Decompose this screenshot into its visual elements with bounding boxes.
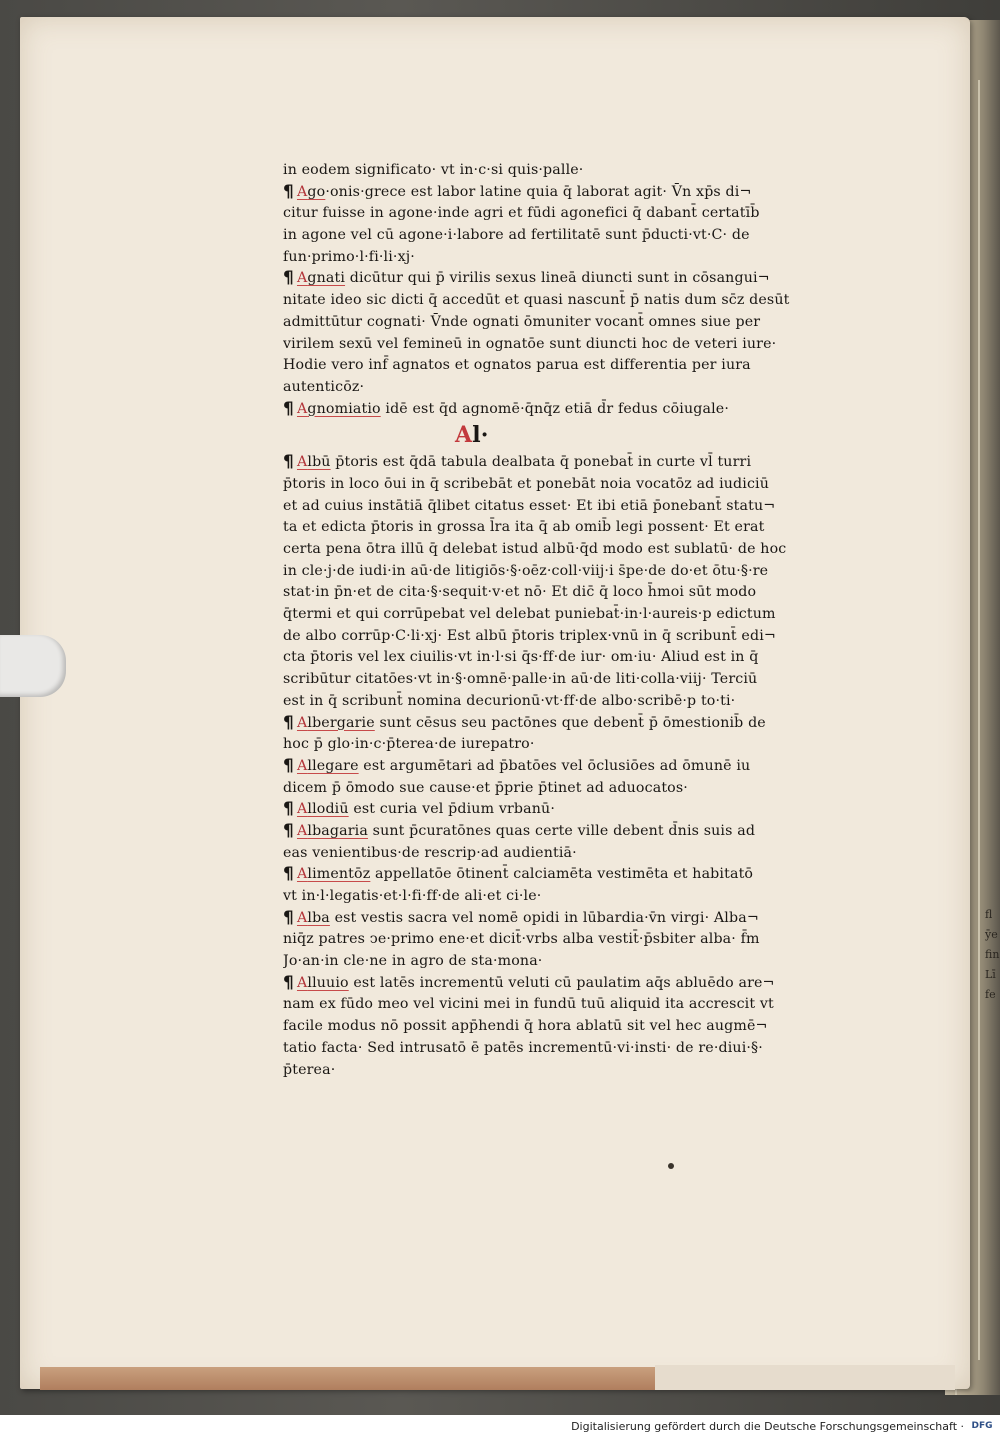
entry-headword (297, 975, 349, 991)
entry-text: est vestis sacra vel nomē opidi in lūbardia·v̄n virgi· Alba¬ (329, 909, 759, 926)
entry-first-line (283, 399, 873, 421)
headword-rest: llodiū (307, 801, 349, 818)
entry-text: est latēs incrementū veluti cū paulatim aq̄s abluēdo are¬ (348, 974, 775, 991)
entry-line: scribūtur citatōes·vt in·§·omnē·palle·in aū·de liti·colla·viij· Terciū (283, 671, 758, 688)
paper-speck (668, 1163, 674, 1169)
headword-rest: gnati (307, 270, 346, 287)
entry-line: Jo·an·in cle·ne in agro de sta·mona· (283, 953, 543, 970)
entry-first-line (283, 821, 873, 843)
entry-text: sunt cēsus seu pactōnes que debent̄ p̄ ōmestionib̄ de (374, 714, 766, 731)
rubricated-initial: A (296, 909, 308, 926)
entry-line: ta et edicta p̄toris in grossa l̄ra ita q̄ ab omib̄ legi possent· Et erat (283, 519, 765, 536)
footer-bar (0, 1415, 1000, 1437)
page-clip (0, 635, 66, 697)
paragraph-mark-icon: ¶ (283, 712, 294, 733)
paragraph-mark-icon: ¶ (283, 820, 294, 841)
funding-credit: Digitalisierung gefördert durch die Deutsche Forschungsgemeinschaft · (571, 1420, 964, 1433)
entry-line: citur fuisse in agone·inde agri et fūdi agonefici q̄ dabant̄ certatīb̄ (283, 205, 760, 222)
rubricated-initial: A (296, 454, 308, 471)
entry-first-line (283, 452, 873, 474)
rubricated-initial: A (296, 270, 308, 287)
headword-rest: lluuio (307, 974, 349, 991)
entry-line: Hodie vero inf̄ agnatos et ognatos parua est differentia per iura (283, 357, 751, 374)
entry-headword (297, 866, 370, 882)
paragraph-mark-icon: ¶ (283, 755, 294, 776)
headword-rest: lbergarie (307, 714, 375, 731)
rubricated-initial: A (296, 757, 308, 774)
rubricated-initial: A (296, 801, 308, 818)
entry-line: autenticōz· (283, 378, 365, 395)
entry-line: facile modus nō possit app̄hendi q̄ hora ablatū sit vel hec augmē¬ (283, 1018, 768, 1035)
edge-glyph: fin (985, 948, 1000, 961)
entry-line: eas venientibus·de rescrip·ad audientiā· (283, 844, 577, 861)
paragraph-mark-icon: ¶ (283, 268, 294, 289)
entry-first-line (283, 268, 873, 290)
binding-board (40, 1367, 660, 1390)
entry-line: stat·in p̄n·et de cita·§·sequit·v·et nō· Et dic̄ q̄ loco h̄moi sūt modo (283, 584, 757, 601)
rubricated-initial: A (296, 866, 308, 883)
entry-line: certa pena ōtra illū q̄ delebat istud albū·q̄d modo est sublatū· de hoc (283, 541, 787, 557)
entry-line: de albo corrūp·C·li·xj· Est albū p̄toris triplex·vnū in q̄ scribunt̄ edi¬ (283, 627, 776, 644)
text-line: in eodem significato· vt in·c·si quis·palle· (283, 162, 584, 178)
entry-first-line (283, 908, 873, 930)
entry-line: et ad cuius instātiā q̄libet citatus esset· Et ibi etiā p̄onebant̄ statu¬ (283, 497, 776, 514)
paragraphs-group-2 (283, 452, 873, 1081)
entry-headword (297, 270, 345, 286)
section-heading (283, 422, 873, 448)
entry-line: q̄termi et qui corrūpebat vel delebat puniebat̄·in·l·aureis·p edictum (283, 606, 776, 623)
entry-line: p̄toris in loco ōui in q̄ scribebāt et ponebāt noia vocatōz ad iudiciū (283, 475, 770, 492)
rubricated-initial: A (296, 400, 308, 417)
paragraph-mark-icon: ¶ (283, 972, 294, 993)
rubricated-initial: A (296, 974, 308, 991)
rubricated-initial: A (296, 822, 308, 839)
headword-rest: lba (307, 909, 330, 926)
entry-line: niq̄z patres ↄe·primo ene·et dicit̄·vrbs alba vestit̄·p̄sbiter alba· f̄m (283, 931, 760, 948)
entry-headword (297, 184, 325, 200)
entry-first-line (283, 713, 873, 735)
entry-line: fun·primo·l·fi·li·xj· (283, 248, 415, 265)
entry-line: nam ex fūdo meo vel vicini mei in fundū tuū aliquid ita accrescit vt (283, 996, 774, 1013)
entry-line: hoc p̄ glo·in·c·p̄terea·de iurepatro· (283, 736, 535, 753)
paragraph-mark-icon: ¶ (283, 799, 294, 820)
headword-rest: gnomiatio (307, 400, 381, 417)
entry-text: appellatōe ōtinent̄ calciamēta vestimēta et habitatō (370, 866, 754, 883)
rubricated-initial: A (296, 714, 308, 731)
entry-line: tatio facta· Sed intrusatō ē patēs incrementū·vi·insti· de re·diui·§· (283, 1039, 763, 1056)
entry-headword (297, 401, 381, 417)
entry-first-line (283, 799, 873, 821)
entry-text: est argumētari ad p̄batōes vel ōclusiōes ad ōmunē iu (358, 757, 751, 774)
entry-headword (297, 801, 349, 817)
paragraph-mark-icon: ¶ (283, 907, 294, 928)
entry-headword (297, 715, 375, 731)
entry-text: dicūtur qui p̄ virilis sexus lineā diuncti sunt in cōsangui¬ (345, 270, 770, 287)
page-bottom-edge (655, 1365, 955, 1390)
entry-headword (297, 758, 359, 774)
text-block (283, 160, 873, 1081)
entry-text: sunt p̄curatōnes quas certe ville debent d̄nis suis ad (367, 822, 756, 839)
entry-line: admittūtur cognati· V̄nde ognati ōmuniter vocant̄ omnes siue per (283, 313, 761, 330)
paragraph-mark-icon: ¶ (283, 452, 294, 473)
headword-rest: go (307, 183, 326, 200)
entry-first-line (283, 973, 873, 995)
entry-line: in cle·j·de iudi·in aū·de litigiōs·§·oēz·coll·viij·i s̄pe·de do·et ōtu·§·re (283, 562, 769, 579)
entry-line: dicem p̄ ōmodo sue cause·et p̄prie p̄tinet ad aduocatos· (283, 779, 688, 796)
rubricated-initial: A (296, 183, 308, 200)
headword-rest: lbagaria (307, 822, 368, 839)
entry-first-line (283, 756, 873, 778)
entry-headword (297, 910, 330, 926)
entry-first-line (283, 182, 873, 204)
entry-first-line (283, 864, 873, 886)
edge-glyphs (985, 905, 1000, 1005)
headword-rest: limentōz (307, 866, 371, 883)
paragraph-mark-icon: ¶ (283, 864, 294, 885)
dfg-logo: DFG (971, 1421, 993, 1431)
entry-line: in agone vel cū agone·i·labore ad fertilitatē sunt p̄ducti·vt·C· de (283, 227, 750, 244)
entry-line: cta p̄toris vel lex ciuilis·vt in·l·si q̄s·ff·de iur· om·iu· Aliud est in q̄ (283, 649, 759, 666)
edge-glyph: fe (985, 988, 996, 1001)
paragraph-mark-icon: ¶ (283, 398, 294, 419)
entry-line: est in q̄ scribunt̄ nomina decurionū·vt·ff·de albo·scribē·p to·ti· (283, 692, 736, 709)
entry-text: ·onis·grece est labor latine quia q̄ laborat agit· V̄n xp̄s di¬ (325, 183, 752, 200)
entry-text: p̄toris est q̄dā tabula dealbata q̄ ponebat̄ in curte vl̄ turri (330, 454, 752, 471)
paragraphs-group-1 (283, 182, 873, 421)
section-heading-initial: A (455, 422, 473, 449)
entry-line: p̄terea· (283, 1061, 336, 1078)
edge-glyph: ȳe (985, 928, 998, 941)
paragraph-mark-icon: ¶ (283, 181, 294, 202)
headword-rest: lbū (307, 454, 331, 471)
entry-line: nitate ideo sic dicti q̄ accedūt et quasi nascunt̄ p̄ natis dum sc̄z desūt (283, 292, 790, 309)
entry-headword (297, 823, 368, 839)
entry-line: vt in·l·legatis·et·l·fi·ff·de ali·et ci·le· (283, 888, 542, 904)
section-heading-rest: l· (472, 422, 489, 449)
entry-headword (297, 454, 331, 470)
entry-line: virilem sexū vel femineū in ognatōe sunt diuncti hoc de veteri iure· (283, 335, 777, 352)
entry-text: est curia vel p̄dium vrbanū· (348, 801, 556, 818)
edge-glyph: fl (985, 908, 993, 921)
entry-text: idē est q̄d agnomē·q̄nq̄z etiā d̄r fedus cōiugale· (380, 400, 730, 417)
edge-glyph: Lī (985, 968, 996, 981)
headword-rest: llegare (307, 757, 359, 774)
